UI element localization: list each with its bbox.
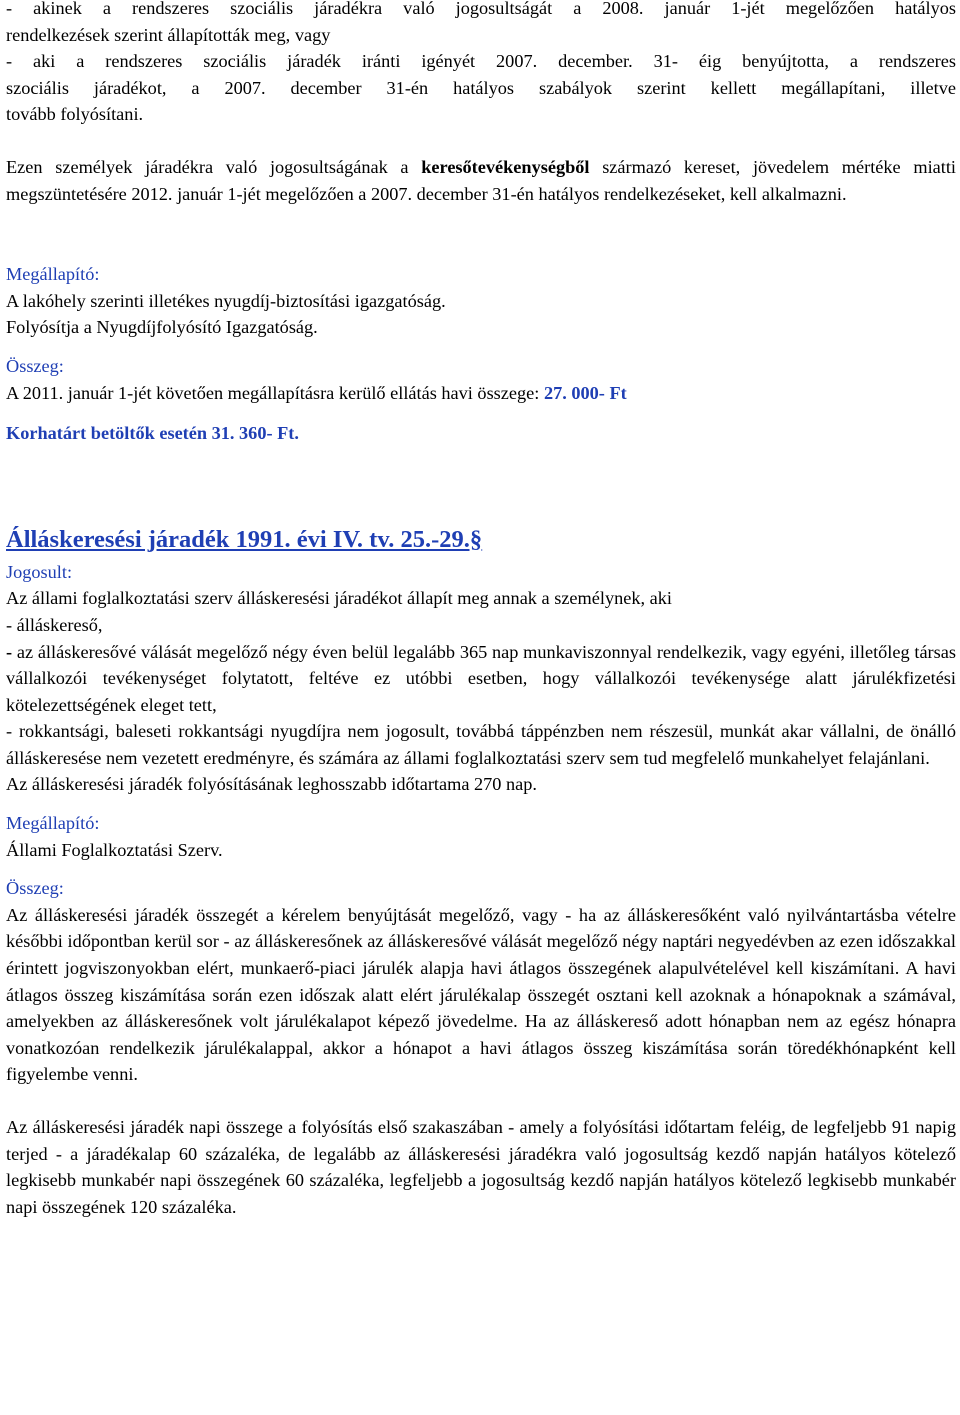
list-item: - rokkantsági, baleseti rokkantsági nyugdíjra nem jogosult, továbbá táppénzben nem részesül, munkát akar vállalni, de önálló álláskeresése nem vezetett eredményre, és számára az állami foglalkoztatási szerv sem tud megfelelő munkahelyet felajánlani. — [6, 721, 956, 768]
megallapito-value: Állami Foglalkoztatási Szerv. — [6, 839, 223, 860]
daily-amount-paragraph: Az álláskeresési járadék napi összege a folyósítás első szakaszában - amely a folyósítási időtartam feléig, de legfeljebb 91 napig terjed - a járadékalap 60 százaléka, de legalább az álláskeresési járadékra való jogosultság kezdő napján hatályos kötelező legkisebb munkabér napi összegének 60 százaléka, legfeljebb a jogosultság kezdő napján hatályos kötelező legkisebb munkabér napi összegének 120 százaléka. — [6, 1117, 956, 1217]
section-heading: Álláskeresési járadék 1991. évi IV. tv. 25.-29.§ — [6, 525, 483, 553]
emphasis-text: keresőtevékenységből — [421, 156, 590, 177]
retirement-age-amount: Korhatárt betöltők esetén 31. 360- Ft. — [6, 423, 299, 444]
text-line: - akinek a rendszeres szociális járadékra való jogosultságát a 2008. január 1-jét megelőzően hatályos — [6, 0, 956, 18]
amount-line: A 2011. január 1-jét követően megállapításra kerülő ellátás havi összege: 27. 000- Ft — [6, 382, 627, 403]
text-line: - aki a rendszeres szociális járadék iránti igényét 2007. december. 31- éig benyújtotta, a rendszeres — [6, 51, 956, 72]
text-line: rendelkezések szerint állapították meg, vagy — [6, 24, 331, 45]
megallapito-value: A lakóhely szerinti illetékes nyugdíj-biztosítási igazgatóság. — [6, 290, 446, 311]
duration-line: Az álláskeresési járadék folyósításának leghosszabb időtartama 270 nap. — [6, 774, 537, 795]
termination-paragraph: Ezen személyek járadékra való jogosultságának a keresőtevékenységből származó kereset, jövedelem mértéke miatti megszüntetésére 2012. január 1-jét megelőzően a 2007. december 31-én hatályos rendelkezéseket, kell alkalmazni. — [6, 156, 956, 204]
megallapito-label: Megállapító: — [6, 813, 100, 834]
text-line: szociális járadékot, a 2007. december 31-én hatályos szabályok szerint kellett megállapítani, illetve — [6, 77, 956, 98]
list-item: - az álláskeresővé válását megelőző négy éven belül legalább 365 nap munkaviszonnyal rendelkezik, vagy egyéni, illetőleg társas vállalkozói tevékenységet folytatott, feltéve ez utóbbi esetben, hogy vállalkozói tevékenysége alatt járulékfizetési kötelezettségének eleget tett, — [6, 641, 956, 715]
osszeg-label: Összeg: — [6, 355, 64, 376]
eligibility-intro: Az állami foglalkoztatási szerv álláskeresési járadékot állapít meg annak a személynek, aki — [6, 588, 672, 609]
megallapito-label: Megállapító: — [6, 264, 100, 285]
payer-line: Folyósítja a Nyugdíjfolyósító Igazgatóság. — [6, 317, 318, 338]
entitlement-conditions — [6, 0, 956, 128]
document-page — [6, 0, 956, 1220]
jogosult-label: Jogosult: — [6, 561, 73, 582]
amount-value: 27. 000- Ft — [543, 382, 627, 403]
list-item: - álláskereső, — [6, 614, 103, 635]
osszeg-label: Összeg: — [6, 878, 64, 899]
text-line: tovább folyósítani. — [6, 104, 144, 125]
amount-calculation-paragraph: Az álláskeresési járadék összegét a kérelem benyújtását megelőző, vagy - ha az álláskeresőként való nyilvántartásba vételre későbbi időpontban kerül sor - az álláskeresőnek az álláskeresővé válását megelőző négy naptári negyedévben az ezen időszakkal érintett jogviszonyokban elért, munkaerő-piaci járulék alapja havi átlagos összegének alapulvételével kell kiszámítani. A havi átlagos összeg kiszámítása során ezen időszak alatt elért járulékalap összegét osztani kell azoknak a hónapoknak a számával, amelyekben az álláskeresőnek volt járulékalapot képező jövedelme. Ha az álláskereső adott hónapban nem az egész hónapra vonatkozóan rendelkezik járulékalappal, akkor a hónapot a havi átlagos összeg kiszámítása során töredékhónapként kell figyelembe venni. — [6, 904, 956, 1085]
